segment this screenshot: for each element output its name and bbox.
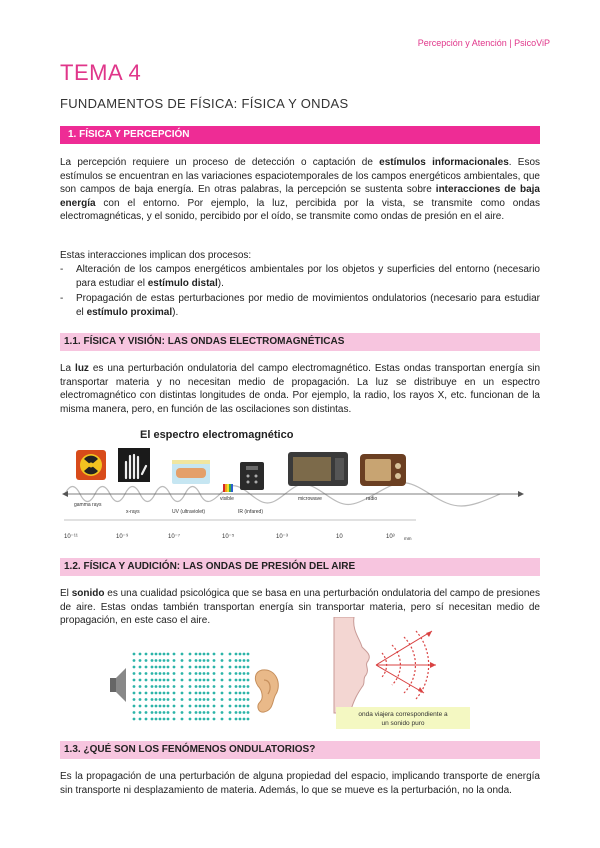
air-particle: [195, 711, 198, 714]
air-particle: [207, 679, 210, 682]
air-particle: [247, 679, 250, 682]
air-particle: [155, 698, 158, 701]
scale-tick: 10⁻⁵: [222, 534, 235, 540]
air-particle: [195, 653, 198, 656]
air-particle: [247, 698, 250, 701]
air-particle: [203, 711, 206, 714]
air-particle: [189, 679, 192, 682]
air-particle: [167, 679, 170, 682]
air-particle: [167, 659, 170, 662]
air-particle: [173, 698, 176, 701]
air-particle: [203, 653, 206, 656]
air-particle: [207, 653, 210, 656]
air-particle: [155, 666, 158, 669]
air-particle: [173, 679, 176, 682]
air-particle: [151, 679, 154, 682]
air-particle: [239, 672, 242, 675]
radiation-icon: [76, 450, 106, 480]
air-particle: [213, 692, 216, 695]
scale-tick: 10⁻³: [276, 534, 288, 540]
air-particle: [133, 718, 136, 721]
air-particle: [159, 666, 162, 669]
air-particle: [145, 692, 148, 695]
air-particle: [235, 679, 238, 682]
air-particle: [167, 718, 170, 721]
air-particle: [133, 659, 136, 662]
air-particle: [213, 711, 216, 714]
air-particle: [155, 685, 158, 688]
air-particle: [163, 659, 166, 662]
air-particle: [173, 659, 176, 662]
pure-tone-wave-figure: [332, 617, 472, 729]
air-particle: [199, 672, 202, 675]
radio-icon: [360, 454, 406, 486]
air-particle: [221, 692, 224, 695]
air-particle: [189, 685, 192, 688]
air-particle: [229, 672, 232, 675]
air-particle: [229, 659, 232, 662]
air-particle: [195, 692, 198, 695]
air-particle: [247, 705, 250, 708]
air-particle: [213, 705, 216, 708]
air-particle: [203, 672, 206, 675]
air-particle: [145, 711, 148, 714]
air-particle: [229, 679, 232, 682]
air-particle: [239, 698, 242, 701]
air-particle: [151, 659, 154, 662]
air-particle: [213, 679, 216, 682]
air-particle: [195, 698, 198, 701]
air-particle: [181, 698, 184, 701]
air-particle: [199, 718, 202, 721]
air-particle: [239, 679, 242, 682]
air-particle: [203, 666, 206, 669]
band-label: microwave: [298, 496, 322, 502]
air-particle: [159, 711, 162, 714]
air-particle: [139, 685, 142, 688]
air-particle: [189, 666, 192, 669]
air-particle: [239, 685, 242, 688]
air-particle: [159, 692, 162, 695]
air-particle: [235, 653, 238, 656]
air-particle: [239, 653, 242, 656]
air-particle: [173, 672, 176, 675]
air-particle: [213, 718, 216, 721]
air-particle: [189, 718, 192, 721]
air-particle: [181, 692, 184, 695]
section-1-paragraph-2: Estas interacciones implican dos procesos:: [60, 250, 252, 261]
air-particle: [139, 666, 142, 669]
air-particle: [189, 692, 192, 695]
air-particle: [189, 672, 192, 675]
air-particle: [189, 698, 192, 701]
air-particle: [133, 692, 136, 695]
air-particle: [243, 666, 246, 669]
air-particle: [207, 685, 210, 688]
air-particle: [221, 685, 224, 688]
air-particle: [173, 718, 176, 721]
air-particle: [221, 653, 224, 656]
air-particle: [145, 672, 148, 675]
page-title: TEMA 4: [60, 60, 142, 85]
air-particle: [145, 705, 148, 708]
air-particle: [199, 685, 202, 688]
air-particle: [195, 685, 198, 688]
air-particle: [207, 672, 210, 675]
air-particle: [133, 698, 136, 701]
air-particle: [181, 666, 184, 669]
air-particle: [173, 692, 176, 695]
figure-caption-line-2: un sonido puro: [381, 720, 425, 727]
band-label: radio: [366, 496, 378, 502]
air-particle: [199, 679, 202, 682]
air-particle: [189, 705, 192, 708]
scale-tick: 10⁻¹¹: [64, 534, 78, 540]
air-particle: [213, 685, 216, 688]
air-particle: [229, 705, 232, 708]
air-particle: [199, 666, 202, 669]
figure-title: El espectro electromagnético: [140, 429, 294, 441]
air-particle: [239, 666, 242, 669]
air-particle: [173, 711, 176, 714]
air-particle: [203, 705, 206, 708]
section-heading-1-2: 1.2. FÍSICA Y AUDICIÓN: LAS ONDAS DE PRESIÓN DEL AIRE: [60, 558, 540, 576]
section-1-1-paragraph: La luz es una perturbación ondulatoria del campo electromagnético. Estas ondas transportan energía sin transportar materia y no necesitan medio de propagación. La luz se distribuye en un espectro electromagnético con distintas longitudes de onda. Por ejemplo, la radio, los rayos X, etc. funcionan de la misma manera, pero, en función de las oscilaciones son distintas.: [60, 363, 540, 415]
air-particle: [221, 698, 224, 701]
air-particle: [243, 711, 246, 714]
air-particle: [151, 692, 154, 695]
air-particle: [195, 659, 198, 662]
air-particle: [221, 705, 224, 708]
air-particle: [133, 685, 136, 688]
air-particle: [151, 666, 154, 669]
air-particle: [195, 705, 198, 708]
section-heading-1: 1. FÍSICA Y PERCEPCIÓN: [60, 126, 540, 144]
air-particle: [221, 672, 224, 675]
air-particle: [163, 705, 166, 708]
air-particle: [207, 718, 210, 721]
air-particle: [159, 659, 162, 662]
air-particle: [203, 698, 206, 701]
section-1-paragraph: La percepción requiere un proceso de detección o captación de estímulos informacionales. Esos estímulos se encuentran en las variaciones espaciotemporales de los campos energéticos ambientales, que son campos de baja energía. En otras palabras, la percepción se sustenta sobre interacciones de baja energía con el entorno. Por ejemplo, la luz, percibida por la vista, se transmite como ondas electromagnéticas, y el sonido, percibido por el oído, se transmite como ondas de presión en el aire.: [60, 157, 541, 222]
air-particle: [221, 711, 224, 714]
air-particle: [139, 679, 142, 682]
air-particle: [145, 666, 148, 669]
air-particle: [221, 659, 224, 662]
air-particle: [239, 705, 242, 708]
air-particle: [155, 711, 158, 714]
air-particle: [243, 672, 246, 675]
air-particle: [151, 718, 154, 721]
scale-tick: 10⁻⁹: [116, 534, 129, 540]
air-particle: [167, 685, 170, 688]
air-particle: [145, 718, 148, 721]
air-particle: [247, 685, 250, 688]
scale-unit: mm: [404, 536, 412, 541]
sound-pressure-figure: [104, 640, 294, 730]
air-particle: [207, 692, 210, 695]
air-particle: [155, 672, 158, 675]
air-particle: [199, 692, 202, 695]
air-particle: [163, 653, 166, 656]
air-particle: [229, 711, 232, 714]
air-particle: [159, 718, 162, 721]
air-particle: [235, 659, 238, 662]
air-particle: [145, 659, 148, 662]
air-particle: [163, 692, 166, 695]
air-particle: [163, 672, 166, 675]
air-particle: [235, 705, 238, 708]
air-particle: [229, 653, 232, 656]
air-particle: [203, 659, 206, 662]
air-particle: [189, 711, 192, 714]
air-particle: [139, 705, 142, 708]
air-particle: [243, 705, 246, 708]
air-particle: [247, 653, 250, 656]
air-particle: [151, 685, 154, 688]
air-particle: [213, 698, 216, 701]
air-particle: [139, 653, 142, 656]
air-particle: [181, 685, 184, 688]
air-particle: [221, 679, 224, 682]
air-particle: [151, 698, 154, 701]
air-particle: [221, 666, 224, 669]
air-particle: [229, 698, 232, 701]
scale-tick: 10⁻⁷: [168, 534, 181, 540]
air-particle: [199, 659, 202, 662]
air-particle: [207, 666, 210, 669]
microwave-icon: [288, 452, 348, 486]
air-particle: [139, 659, 142, 662]
air-particle: [229, 666, 232, 669]
air-particle: [167, 672, 170, 675]
air-particle: [235, 666, 238, 669]
air-particle: [151, 653, 154, 656]
visible-band-icon: [223, 484, 233, 492]
air-particle: [207, 659, 210, 662]
air-particle: [229, 685, 232, 688]
air-particle: [195, 666, 198, 669]
air-particle: [133, 666, 136, 669]
air-particle: [247, 666, 250, 669]
air-particle: [181, 672, 184, 675]
air-particle: [151, 705, 154, 708]
band-label: UV (ultraviolet): [172, 509, 206, 515]
air-particle: [199, 711, 202, 714]
air-particle: [133, 653, 136, 656]
face-profile-icon: [334, 617, 369, 713]
air-particle: [167, 692, 170, 695]
band-label: gamma rays: [74, 502, 102, 508]
remote-control-icon: [240, 462, 264, 490]
air-particle: [173, 685, 176, 688]
air-particle: [159, 672, 162, 675]
section-heading-1-3: 1.3. ¿QUÉ SON LOS FENÓMENOS ONDULATORIOS?: [60, 741, 540, 759]
air-particle: [203, 718, 206, 721]
air-particle: [167, 698, 170, 701]
air-particle: [181, 718, 184, 721]
air-particle: [167, 705, 170, 708]
section-1-2-paragraph: El sonido es una cualidad psicológica que se basa en una perturbación ondulatoria del campo de presiones de aire. Estas ondas también transportan energía sin transportar materia, pero sí necesitan medio de propagación, en este caso el aire.: [60, 588, 540, 626]
air-particle: [247, 711, 250, 714]
air-particle: [173, 666, 176, 669]
air-particle: [243, 692, 246, 695]
air-particle: [159, 653, 162, 656]
air-particle: [139, 692, 142, 695]
air-particle: [213, 666, 216, 669]
air-particle: [155, 692, 158, 695]
air-particle: [247, 718, 250, 721]
air-particle: [213, 659, 216, 662]
air-particle: [235, 672, 238, 675]
air-particle: [181, 711, 184, 714]
air-particle: [139, 698, 142, 701]
air-particle: [139, 672, 142, 675]
air-particle: [133, 679, 136, 682]
air-particle: [195, 718, 198, 721]
air-particle: [181, 659, 184, 662]
air-particle: [139, 718, 142, 721]
section-1-3-paragraph: Es la propagación de una perturbación de alguna propiedad del espacio, implicando transporte de energía sin transporte ni desplazamiento de materia. Además, lo que se mueve es la perturbación, no la onda.: [60, 771, 540, 796]
air-particle: [239, 718, 242, 721]
air-particle: [207, 705, 210, 708]
air-particle: [221, 718, 224, 721]
air-particle: [167, 666, 170, 669]
air-particle: [199, 653, 202, 656]
air-particle: [163, 679, 166, 682]
air-particle: [239, 692, 242, 695]
air-particle: [167, 711, 170, 714]
figure-caption-line-1: onda viajera correspondiente a: [358, 711, 448, 718]
air-particle: [235, 711, 238, 714]
air-particle: [195, 672, 198, 675]
air-particle: [203, 685, 206, 688]
air-particle: [163, 718, 166, 721]
air-particle: [229, 718, 232, 721]
air-particle: [145, 679, 148, 682]
air-particle: [173, 705, 176, 708]
air-particle: [189, 659, 192, 662]
air-particle: [213, 653, 216, 656]
air-particle: [239, 711, 242, 714]
air-particle: [151, 672, 154, 675]
air-particle: [155, 718, 158, 721]
air-particle: [163, 685, 166, 688]
air-particle: [203, 679, 206, 682]
air-particle: [155, 653, 158, 656]
air-particle: [243, 685, 246, 688]
air-particle: [207, 698, 210, 701]
air-particle: [133, 672, 136, 675]
air-particle: [155, 659, 158, 662]
air-particle: [163, 666, 166, 669]
xray-hand-icon: [118, 448, 150, 482]
air-particle: [203, 692, 206, 695]
uv-lamp-icon: [172, 460, 210, 484]
air-particle: [243, 653, 246, 656]
air-particle: [145, 698, 148, 701]
air-particle: [235, 692, 238, 695]
air-particle: [181, 705, 184, 708]
air-particle: [199, 698, 202, 701]
air-particle: [243, 718, 246, 721]
air-particle: [159, 679, 162, 682]
air-particle: [181, 653, 184, 656]
band-label: IR (infared): [238, 509, 264, 515]
page-subtitle: FUNDAMENTOS DE FÍSICA: FÍSICA Y ONDAS: [60, 96, 349, 111]
air-particle: [133, 711, 136, 714]
air-particle: [235, 698, 238, 701]
air-particle: [243, 659, 246, 662]
air-particle: [163, 698, 166, 701]
electromagnetic-spectrum-figure: [60, 422, 540, 546]
air-particle: [195, 679, 198, 682]
air-particle: [247, 659, 250, 662]
air-particle: [145, 653, 148, 656]
air-particle: [229, 692, 232, 695]
air-particle: [139, 711, 142, 714]
air-particle: [239, 659, 242, 662]
air-particle: [151, 711, 154, 714]
air-particle: [155, 705, 158, 708]
section-heading-1-1: 1.1. FÍSICA Y VISIÓN: LAS ONDAS ELECTROMAGNÉTICAS: [60, 333, 540, 351]
air-particle: [243, 698, 246, 701]
air-particle: [213, 672, 216, 675]
air-particle: [235, 685, 238, 688]
air-particle: [189, 653, 192, 656]
air-particle: [159, 685, 162, 688]
air-particle: [163, 711, 166, 714]
scale-tick: 10: [336, 534, 343, 540]
air-particle: [247, 672, 250, 675]
air-particle: [133, 705, 136, 708]
scale-tick: 10³: [386, 534, 395, 540]
air-particle: [159, 698, 162, 701]
running-header: Percepción y Atención | PsicoViP: [417, 38, 550, 48]
air-particle: [167, 653, 170, 656]
band-label: visible: [220, 496, 234, 502]
air-particle: [243, 679, 246, 682]
air-particle: [181, 679, 184, 682]
air-particle: [145, 685, 148, 688]
air-particle: [155, 679, 158, 682]
air-particle: [207, 711, 210, 714]
air-particle: [199, 705, 202, 708]
band-label: x-rays: [126, 509, 140, 515]
air-particle: [173, 653, 176, 656]
air-particle: [247, 692, 250, 695]
air-particle: [235, 718, 238, 721]
air-particle: [159, 705, 162, 708]
